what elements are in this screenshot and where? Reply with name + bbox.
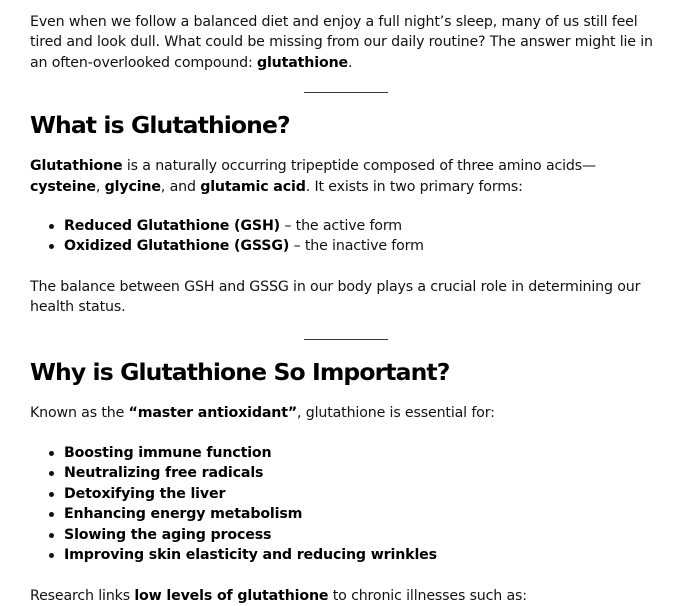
intro-text: Even when we follow a balanced diet and enjoy a full night’s sleep, many of us still feel tired and look dull. What could be missing from our daily routine? The answer might lie in an often-overlooked compound: bbox=[30, 14, 653, 71]
form-name: Reduced Glutathione (GSH) bbox=[64, 218, 281, 235]
section-divider bbox=[304, 92, 388, 93]
form-name: Oxidized Glutathione (GSSG) bbox=[64, 238, 290, 255]
intro-paragraph bbox=[30, 12, 666, 73]
lead-text: , glutathione is essential for: bbox=[297, 404, 495, 421]
research-paragraph bbox=[30, 586, 666, 606]
heading-why-important: Why is Glutathione So Important? bbox=[30, 357, 450, 386]
lead-bold: “master antioxidant” bbox=[128, 404, 298, 421]
forms-list bbox=[30, 216, 666, 257]
lead-text: Known as the bbox=[30, 404, 129, 421]
list-item: Detoxifying the liver bbox=[64, 484, 666, 504]
research-text: Research links bbox=[30, 587, 135, 604]
list-item: Neutralizing free radicals bbox=[64, 463, 666, 483]
heading-what-is-glutathione: What is Glutathione? bbox=[30, 111, 290, 140]
term-glutamic-acid: glutamic acid bbox=[200, 178, 306, 195]
list-item: Enhancing energy metabolism bbox=[64, 504, 666, 524]
definition-text: , and bbox=[160, 178, 201, 195]
definition-text: . It exists in two primary forms: bbox=[305, 178, 523, 195]
form-description: – the inactive form bbox=[289, 238, 424, 255]
definition-paragraph bbox=[30, 156, 666, 197]
list-item: Boosting immune function bbox=[64, 443, 666, 463]
term-glutathione: Glutathione bbox=[30, 158, 123, 175]
definition-text: , bbox=[95, 178, 105, 195]
intro-bold-term: glutathione bbox=[256, 54, 348, 71]
research-bold: low levels of glutathione bbox=[134, 587, 329, 604]
research-text: to chronic illnesses such as: bbox=[328, 587, 527, 604]
list-item bbox=[64, 236, 666, 256]
definition-text: is a naturally occurring tripeptide composed of three amino acids— bbox=[122, 158, 597, 175]
lead-paragraph bbox=[30, 403, 666, 423]
balance-paragraph: The balance between GSH and GSSG in our body plays a crucial role in determining our health status. bbox=[30, 278, 641, 316]
list-item: Improving skin elasticity and reducing wrinkles bbox=[64, 545, 666, 565]
list-item bbox=[64, 216, 666, 236]
benefits-list bbox=[30, 443, 666, 565]
list-item: Slowing the aging process bbox=[64, 525, 666, 545]
article-body bbox=[30, 12, 666, 606]
intro-tail: . bbox=[348, 54, 353, 71]
form-description: – the active form bbox=[280, 218, 402, 235]
term-cysteine: cysteine bbox=[30, 178, 96, 195]
section-divider bbox=[304, 339, 388, 340]
term-glycine: glycine bbox=[104, 178, 161, 195]
